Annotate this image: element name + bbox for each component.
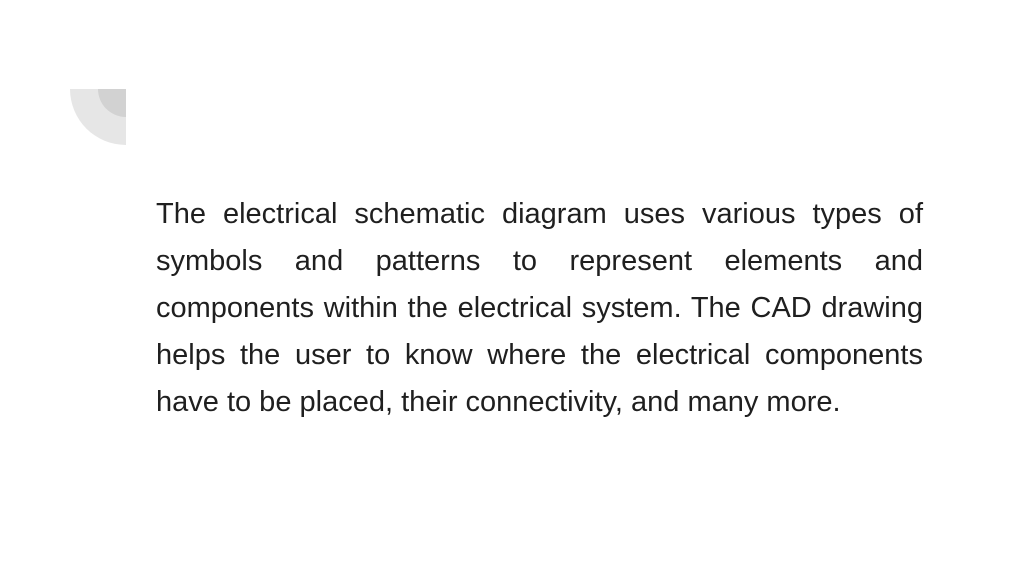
- slide-body-text: The electrical schematic diagram uses various types of symbols and patterns to represent elements and components within the electrical system. The CAD drawing helps the user to know where the electrical components have to be placed, their connectivity, and many more.: [156, 198, 923, 418]
- quarter-circle-arc-icon: [70, 89, 126, 145]
